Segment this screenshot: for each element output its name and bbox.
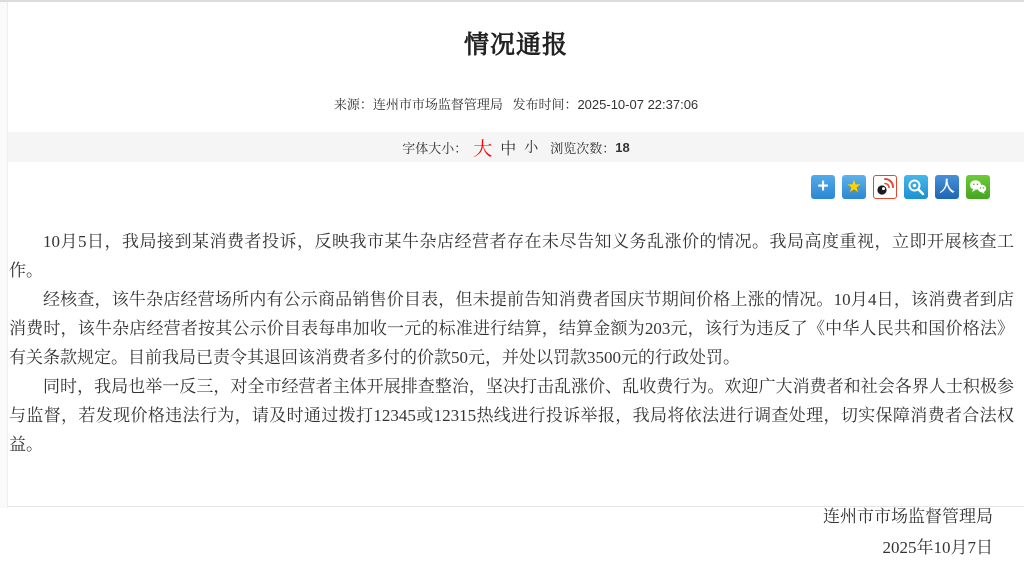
page-title: 情况通报: [463, 31, 568, 59]
page-bottom-divider: [8, 506, 1024, 507]
qzone-share-icon[interactable]: ★: [842, 175, 866, 199]
notice-content: [8, 30, 1024, 563]
font-size-label: 字体大小：: [402, 140, 468, 156]
article-paragraph: 同时，我局也举一反三，对全市经营者主体开展排查整治，坚决打击乱涨价、乱收费行为。欢迎广大消费者和社会各界人士积极参与监督，若发现价格违法行为，请及时通过拨打12345或12315热线进行投诉举报，我局将依法进行调查处理，切实保障消费者合法权益。: [9, 377, 1014, 454]
source-text: 来源：连州市市场监督管理局: [333, 97, 503, 112]
font-size-large-button[interactable]: 大: [473, 138, 493, 160]
signature-agency: 连州市市场监督管理局: [823, 507, 993, 526]
renren-share-icon[interactable]: 人: [935, 175, 959, 199]
article-paragraph: 10月5日，我局接到某消费者投诉，反映我市某牛杂店经营者存在未尽告知义务乱涨价的情况。我局高度重视，立即开展核查工作。: [9, 232, 1014, 280]
share-toolbar: [8, 174, 1024, 200]
meta-line: [8, 94, 1024, 113]
signature-block: [8, 501, 1024, 563]
signature-date: 2025年10月7日: [882, 538, 993, 557]
views-label: 浏览次数：: [550, 140, 616, 156]
wechat-share-icon[interactable]: [966, 175, 990, 199]
page-left-edge: [0, 2, 8, 508]
wechat-bubbles-glyph: [967, 176, 989, 198]
article-body: [8, 227, 1024, 459]
magnifier-penguin-glyph: [905, 176, 927, 198]
sina-weibo-share-icon[interactable]: [873, 175, 897, 199]
sina-weibo-logo: [874, 176, 896, 198]
views-count: 18: [615, 139, 630, 155]
font-size-toolbar: [8, 132, 1024, 162]
article-paragraph: 经核查，该牛杂店经营场所内有公示商品销售价目表，但未提前告知消费者国庆节期间价格上涨的情况。10月4日，该消费者到店消费时，该牛杂店经营者按其公示价目表每串加收一元的标准进行结算，结算金额为203元，该行为违反了《中华人民共和国价格法》有关条款规定。目前我局已责令其退回该消费者多付的价款50元，并处以罚款3500元的行政处罚。: [9, 290, 1014, 367]
publish-time-text: 发布时间：2025-10-07 22:37:06: [512, 97, 699, 112]
share-more-icon[interactable]: +: [811, 175, 835, 199]
font-size-medium-button[interactable]: 中: [500, 140, 517, 158]
tencent-weibo-share-icon[interactable]: [904, 175, 928, 199]
font-size-small-button[interactable]: 小: [524, 139, 539, 155]
